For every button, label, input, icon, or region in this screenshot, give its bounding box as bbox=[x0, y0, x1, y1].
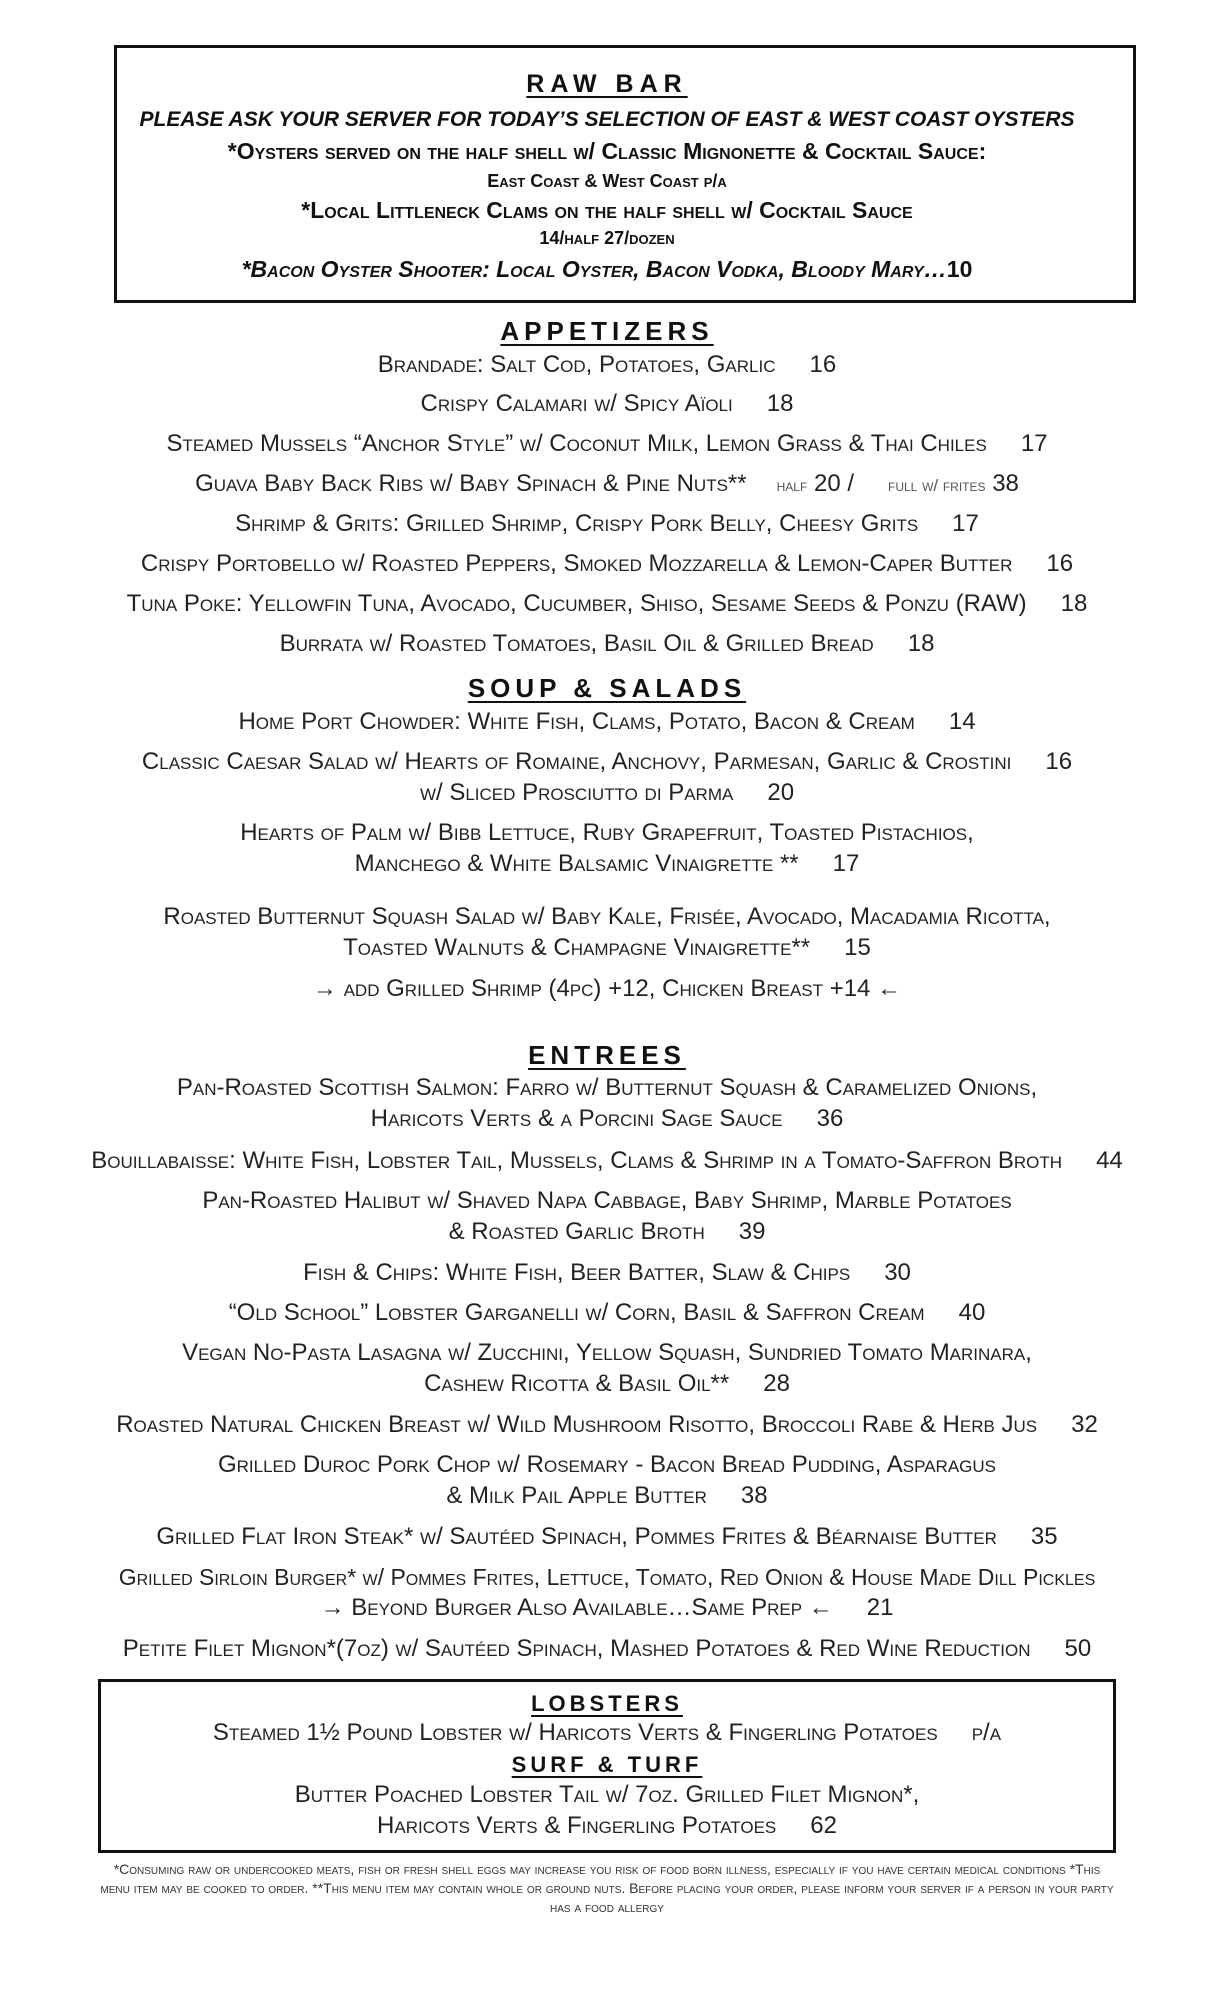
entree-price: 38 bbox=[740, 1482, 768, 1509]
appetizer-price: 16 bbox=[1046, 550, 1074, 577]
full-label: full w/ frites bbox=[888, 476, 986, 495]
appetizer-item bbox=[0, 549, 1214, 579]
entree-price: 36 bbox=[816, 1105, 844, 1132]
bacon-oyster-shooter: *Bacon Oyster Shooter: Local Oyster, Bacon Vodka, Bloody Mary… bbox=[241, 256, 947, 282]
entree-price: 50 bbox=[1064, 1635, 1092, 1662]
entree-text: Grilled Flat Iron Steak* w/ Sautéed Spinach, Pommes Frites & Béarnaise Butter bbox=[156, 1523, 997, 1550]
soup-text: Home Port Chowder: White Fish, Clams, Potato, Bacon & Cream bbox=[238, 708, 915, 735]
appetizer-item bbox=[0, 589, 1214, 619]
appetizer-text: Guava Baby Back Ribs w/ Baby Spinach & Pine Nuts** bbox=[195, 470, 747, 497]
appetizer-price: 17 bbox=[952, 510, 979, 537]
soup-price: 16 bbox=[1045, 748, 1073, 775]
raw-bar-line-5: 14/half 27/dozen bbox=[539, 228, 675, 248]
appetizers-heading: APPETIZERS bbox=[500, 316, 714, 346]
bacon-oyster-shooter-price: 10 bbox=[946, 256, 973, 282]
entree-item bbox=[0, 1450, 1214, 1480]
appetizer-price: 18 bbox=[766, 390, 794, 417]
lobster-item bbox=[0, 1718, 1214, 1748]
appetizer-price: 18 bbox=[1060, 590, 1088, 617]
appetizer-price: 17 bbox=[1020, 430, 1048, 457]
raw-bar-line-2: *Oysters served on the half shell w/ Classic Mignonette & Cocktail Sauce: bbox=[227, 138, 987, 164]
entree-text: Pan-Roasted Scottish Salmon: Farro w/ Butternut Squash & Caramelized Onions, bbox=[176, 1074, 1038, 1101]
surf-turf-text: Haricots Verts & Fingerling Potatoes bbox=[377, 1812, 777, 1839]
surf-turf-price: 62 bbox=[810, 1812, 837, 1839]
entree-price: 40 bbox=[958, 1299, 986, 1326]
raw-bar-line-4: *Local Littleneck Clams on the half shell w/ Cocktail Sauce bbox=[301, 197, 913, 223]
salad-addon: → add Grilled Shrimp (4pc) +12, Chicken Breast +14 ← bbox=[312, 975, 902, 1002]
entree-item-line2 bbox=[0, 1104, 1214, 1134]
appetizer-item bbox=[0, 509, 1214, 539]
soup-text: Toasted Walnuts & Champagne Vinaigrette** bbox=[343, 934, 811, 961]
raw-bar-line-6 bbox=[0, 256, 1214, 283]
appetizer-text: Tuna Poke: Yellowfin Tuna, Avocado, Cucumber, Shiso, Sesame Seeds & Ponzu (RAW) bbox=[126, 590, 1027, 617]
lobster-price: p/a bbox=[971, 1719, 1002, 1746]
soup-text: Manchego & White Balsamic Vinaigrette ** bbox=[354, 850, 799, 877]
soup-sub-price: 20 bbox=[767, 779, 795, 806]
surf-turf-heading: SURF & TURF bbox=[511, 1752, 703, 1777]
entree-text: Pan-Roasted Halibut w/ Shaved Napa Cabbage, Baby Shrimp, Marble Potatoes bbox=[202, 1187, 1012, 1214]
soup-item bbox=[0, 902, 1214, 932]
entree-item bbox=[0, 1410, 1214, 1440]
entree-text: Haricots Verts & a Porcini Sage Sauce bbox=[370, 1105, 783, 1132]
entree-item bbox=[0, 1298, 1214, 1328]
entree-price: 35 bbox=[1030, 1523, 1058, 1550]
appetizer-text: Steamed Mussels “Anchor Style” w/ Coconut Milk, Lemon Grass & Thai Chiles bbox=[166, 430, 987, 457]
lobsters-heading: LOBSTERS bbox=[531, 1691, 683, 1716]
entree-item-line2 bbox=[0, 1217, 1214, 1247]
soup-text: Classic Caesar Salad w/ Hearts of Romaine, Anchovy, Parmesan, Garlic & Crostini bbox=[141, 748, 1012, 775]
soup-price: 15 bbox=[844, 934, 871, 961]
entree-text: Vegan No-Pasta Lasagna w/ Zucchini, Yellow Squash, Sundried Tomato Marinara, bbox=[182, 1339, 1032, 1366]
appetizer-item bbox=[0, 389, 1214, 419]
full-price: 38 bbox=[992, 470, 1019, 497]
entree-text: “Old School” Lobster Garganelli w/ Corn, Basil & Saffron Cream bbox=[228, 1299, 925, 1326]
entree-item bbox=[0, 1338, 1214, 1368]
half-price: 20 / bbox=[813, 470, 854, 497]
appetizer-text: Crispy Portobello w/ Roasted Peppers, Smoked Mozzarella & Lemon-Caper Butter bbox=[140, 550, 1013, 577]
soup-price: 14 bbox=[948, 708, 976, 735]
entree-price: 44 bbox=[1096, 1147, 1123, 1174]
appetizer-item bbox=[0, 629, 1214, 659]
appetizer-item bbox=[0, 350, 1214, 380]
entree-text: Fish & Chips: White Fish, Beer Batter, Slaw & Chips bbox=[303, 1259, 851, 1286]
appetizer-text: Burrata w/ Roasted Tomatoes, Basil Oil & Grilled Bread bbox=[279, 630, 874, 657]
entree-item bbox=[0, 1522, 1214, 1552]
entree-item bbox=[0, 1634, 1214, 1664]
appetizer-text: Shrimp & Grits: Grilled Shrimp, Crispy Pork Belly, Cheesy Grits bbox=[235, 510, 919, 537]
entree-item-line2 bbox=[0, 1481, 1214, 1511]
entree-text: Grilled Sirloin Burger* w/ Pommes Frites, Lettuce, Tomato, Red Onion & House Made Dill Pickles bbox=[118, 1564, 1096, 1590]
raw-bar-title: RAW BAR bbox=[526, 70, 688, 98]
soups-heading: SOUP & SALADS bbox=[467, 673, 747, 703]
allergy-disclaimer: *Consuming raw or undercooked meats, fish or fresh shell eggs may increase you risk of food born illness, especially if you have certain medical conditions *This menu item may be cooked to order. **This menu item may contain whole or ground nuts. Before placing your order, please inform your server if a person in your party has a food allergy bbox=[100, 1861, 1114, 1915]
soup-item bbox=[0, 707, 1214, 737]
entree-price: 39 bbox=[738, 1218, 766, 1245]
soup-text: Roasted Butternut Squash Salad w/ Baby Kale, Frisée, Avocado, Macadamia Ricotta, bbox=[163, 903, 1051, 930]
entree-item bbox=[0, 1146, 1214, 1176]
soup-item-line2 bbox=[0, 933, 1214, 963]
soup-item bbox=[0, 747, 1214, 777]
entree-price: 21 bbox=[866, 1594, 894, 1621]
entree-item bbox=[0, 1562, 1214, 1592]
soup-item-line2 bbox=[0, 849, 1214, 879]
entrees-heading: ENTREES bbox=[528, 1040, 686, 1070]
appetizer-text: Brandade: Salt Cod, Potatoes, Garlic bbox=[377, 351, 776, 378]
raw-bar-line-1: PLEASE ASK YOUR SERVER FOR TODAY’S SELECTION OF EAST & WEST COAST OYSTERS bbox=[139, 108, 1075, 131]
soup-price: 17 bbox=[832, 850, 860, 877]
raw-bar-line-3: East Coast & West Coast p/a bbox=[487, 171, 727, 191]
entree-text: Petite Filet Mignon*(7oz) w/ Sautéed Spinach, Mashed Potatoes & Red Wine Reduction bbox=[122, 1635, 1031, 1662]
entree-item bbox=[0, 1073, 1214, 1103]
entree-text: → Beyond Burger Also Available…Same Prep ← bbox=[320, 1594, 833, 1621]
entree-price: 30 bbox=[884, 1259, 911, 1286]
soup-sub-text: w/ Sliced Prosciutto di Parma bbox=[419, 779, 734, 806]
surf-turf-line-1: Butter Poached Lobster Tail w/ 7oz. Grilled Filet Mignon*, bbox=[294, 1781, 920, 1808]
entree-item bbox=[0, 1186, 1214, 1216]
entree-price: 32 bbox=[1071, 1411, 1098, 1438]
appetizer-price: 18 bbox=[907, 630, 935, 657]
appetizer-item bbox=[0, 429, 1214, 459]
entree-text: & Roasted Garlic Broth bbox=[448, 1218, 705, 1245]
appetizer-item bbox=[0, 469, 1214, 501]
entree-price: 28 bbox=[763, 1370, 790, 1397]
appetizer-text: Crispy Calamari w/ Spicy Aïoli bbox=[420, 390, 733, 417]
entree-item-line2 bbox=[0, 1593, 1214, 1623]
entree-item bbox=[0, 1258, 1214, 1288]
entree-item-line2 bbox=[0, 1369, 1214, 1399]
half-label: half bbox=[776, 476, 808, 495]
lobster-text: Steamed 1½ Pound Lobster w/ Haricots Verts & Fingerling Potatoes bbox=[212, 1719, 938, 1746]
soup-item bbox=[0, 818, 1214, 848]
appetizer-price: 16 bbox=[809, 351, 837, 378]
surf-turf-line-2 bbox=[0, 1811, 1214, 1841]
soup-item-sub bbox=[0, 778, 1214, 808]
entree-text: Grilled Duroc Pork Chop w/ Rosemary - Bacon Bread Pudding, Asparagus bbox=[217, 1451, 996, 1478]
entree-text: Bouillabaisse: White Fish, Lobster Tail, Mussels, Clams & Shrimp in a Tomato-Saffron Broth bbox=[91, 1147, 1063, 1174]
entree-text: Roasted Natural Chicken Breast w/ Wild Mushroom Risotto, Broccoli Rabe & Herb Jus bbox=[116, 1411, 1038, 1438]
soup-text: Hearts of Palm w/ Bibb Lettuce, Ruby Grapefruit, Toasted Pistachios, bbox=[240, 819, 974, 846]
entree-text: & Milk Pail Apple Butter bbox=[446, 1482, 707, 1509]
entree-text: Cashew Ricotta & Basil Oil** bbox=[424, 1370, 730, 1397]
